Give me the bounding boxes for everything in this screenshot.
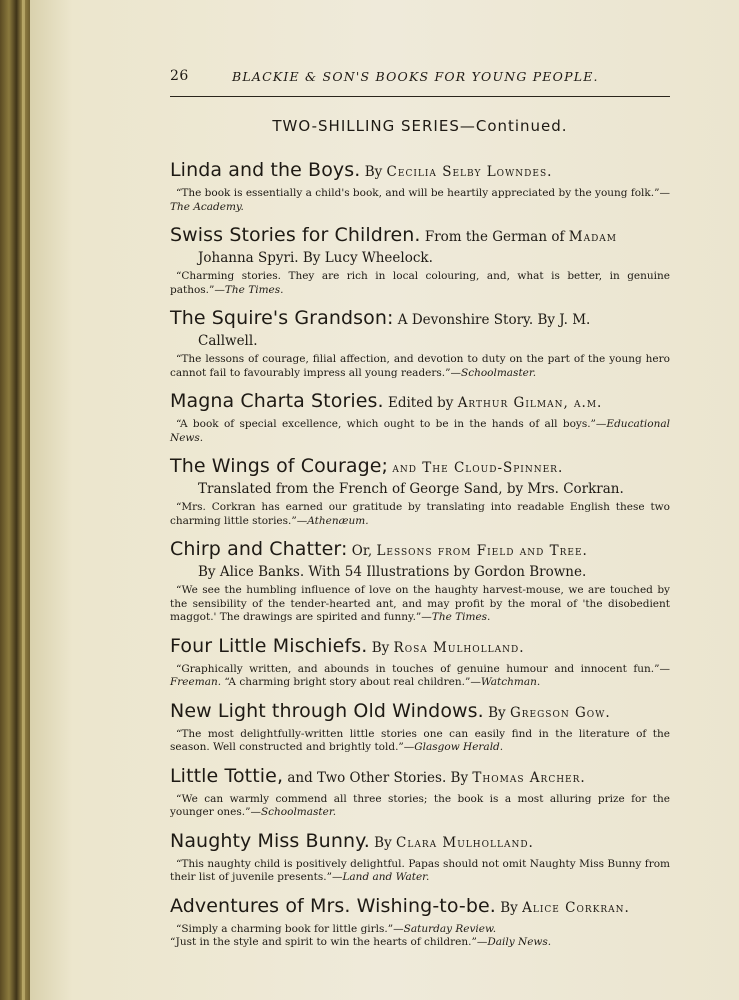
review-quote <box>170 663 670 690</box>
book-entry <box>170 306 670 380</box>
book-author: Clara Mulholland. <box>396 834 534 851</box>
book-entry <box>170 537 670 625</box>
quote-text: “The lessons of courage, filial affection, and devotion to duty on the part of the young hero cannot fail to favourably impress all young readers.”— <box>170 353 670 379</box>
entry-heading <box>170 634 670 660</box>
book-author: Alice Corkran. <box>522 899 630 916</box>
book-title: Linda and the Boys. <box>170 159 361 181</box>
series-title: TWO-SHILLING SERIES—Continued. <box>272 117 568 135</box>
byline-prefix: and Two Other Stories. By <box>283 769 473 786</box>
book-title: The Wings of Courage; <box>170 455 389 477</box>
catalogue-page <box>30 0 739 1000</box>
byline-prefix: By <box>495 899 523 916</box>
quote-source: Athenæum. <box>307 514 369 527</box>
entry-heading <box>170 894 670 920</box>
quote-source: The Times. <box>431 611 491 623</box>
book-entry <box>170 389 670 445</box>
quote-source: Land and Water. <box>342 871 430 883</box>
book-author: and The Cloud-Spinner. <box>392 460 564 476</box>
book-entry <box>170 894 670 950</box>
quote-text: “This naughty child is positively delightful. Papas should not omit Naughty Miss Bunny from their list of juvenile presents.”— <box>170 857 670 883</box>
book-entry <box>170 764 670 820</box>
quote-text: “We see the humbling influence of love on the haughty harvest-mouse, we are touched by the sensibility of the tender-hearted ant, and may profit by the moral of 'the disobedient maggot.' The drawings are spirited and funny.”— <box>170 584 670 623</box>
book-title: New Light through Old Windows. <box>170 699 484 722</box>
page-number: 26 <box>170 68 189 84</box>
book-entry <box>170 634 670 690</box>
entry-heading <box>170 389 670 415</box>
entry-heading <box>170 829 670 855</box>
entry-heading <box>170 764 670 790</box>
byline-prefix: By <box>369 834 397 851</box>
running-title: BLACKIE & SON'S BOOKS FOR YOUNG PEOPLE. <box>232 69 599 84</box>
book-title: Chirp and Chatter: <box>170 538 348 560</box>
quote-text: “A book of special excellence, which ought to be in the hands of all boys.”— <box>176 418 607 430</box>
review-quote <box>170 353 670 380</box>
book-author: Lessons from Field and Tree. <box>376 543 588 559</box>
book-author: Thomas Archer. <box>472 769 586 786</box>
review-quote <box>170 584 670 625</box>
book-title: The Squire's Grandson: <box>170 307 394 329</box>
header-rule <box>170 96 670 97</box>
entry-heading <box>170 306 670 332</box>
book-author: Arthur Gilman, a.m. <box>457 395 603 411</box>
quote-text: “Mrs. Corkran has earned our gratitude by translating into readable English these two charming little stories.”— <box>170 501 670 527</box>
byline-continued: By Alice Banks. With 54 Illustrations by Gordon Browne. <box>198 564 587 580</box>
quote-source: The Academy. <box>170 200 244 213</box>
quote-source: Schoolmaster. <box>461 366 537 379</box>
review-quote <box>170 728 670 755</box>
book-title: Little Tottie, <box>170 764 284 787</box>
quote-source: Schoolmaster. <box>260 806 337 818</box>
entry-heading <box>170 158 670 184</box>
byline-prefix: By <box>360 164 387 180</box>
quote-source: Saturday Review. <box>403 922 497 935</box>
byline-prefix: By <box>483 704 510 721</box>
book-title: Four Little Mischiefs. <box>170 634 368 657</box>
byline-continued: Translated from the French of George Sand, by Mrs. Corkran. <box>198 481 624 497</box>
quote-text: “Graphically written, and abounds in touches of genuine humour and innocent fun.”— <box>176 662 670 675</box>
byline-continued: Callwell. <box>198 333 258 349</box>
quote-text: “Just in the style and spirit to win the hearts of children.”— <box>170 936 488 948</box>
byline-prefix: From the German of <box>420 229 569 245</box>
quote-source: Educational News. <box>170 418 670 444</box>
review-quote <box>170 270 670 297</box>
quote-source: The Times. <box>224 283 284 296</box>
book-entry <box>170 223 670 297</box>
book-title: Adventures of Mrs. Wishing-to-be. <box>170 894 496 917</box>
review-quote <box>170 858 670 885</box>
book-title: Naughty Miss Bunny. <box>170 829 370 852</box>
review-quote <box>170 923 670 950</box>
entry-heading <box>170 454 670 480</box>
entry-heading <box>170 537 670 563</box>
byline-prefix: Or, <box>347 543 377 559</box>
byline-prefix: A Devonshire Story. By J. M. <box>393 312 591 328</box>
review-quote <box>170 187 670 214</box>
byline-prefix: Edited by <box>383 395 458 411</box>
quote-source: Freeman. <box>170 676 222 688</box>
entry-heading <box>170 699 670 725</box>
book-binding <box>0 0 30 1000</box>
quote-source: Glasgow Herald. <box>414 741 504 753</box>
book-title: Swiss Stories for Children. <box>170 224 421 246</box>
running-header <box>170 68 670 88</box>
entry-heading <box>170 223 670 249</box>
quote-source: Daily News. <box>487 936 552 948</box>
book-author: Rosa Mulholland. <box>393 639 525 656</box>
book-author: Cecilia Selby Lowndes. <box>386 164 553 180</box>
book-entry <box>170 454 670 528</box>
review-quote <box>170 793 670 820</box>
book-entry <box>170 699 670 755</box>
review-quote <box>170 501 670 528</box>
quote-text: “Simply a charming book for little girls.”— <box>176 922 404 935</box>
byline-prefix: By <box>367 639 394 656</box>
book-list <box>170 158 670 959</box>
book-author: Madam <box>568 229 618 245</box>
quote-text: “Charming stories. They are rich in local colouring, and, what is better, in genuine pathos.”— <box>170 270 670 296</box>
quote-text: “We can warmly commend all three stories; the book is a most alluring prize for the younger ones.”— <box>170 792 670 818</box>
quote-text: “The most delightfully-written little stories one can easily find in the literature of the season. Well constructed and brightly told.”— <box>170 727 670 753</box>
quote-text: “A charming bright story about real children.”— <box>221 676 481 688</box>
quote-text: “The book is essentially a child's book, and will be heartily appreciated by the young folk.”— <box>176 187 670 199</box>
book-entry <box>170 158 670 214</box>
book-entry <box>170 829 670 885</box>
byline-continued: Johanna Spyri. By Lucy Wheelock. <box>198 250 433 266</box>
review-quote <box>170 418 670 445</box>
quote-source: Watchman. <box>480 676 541 688</box>
book-title: Magna Charta Stories. <box>170 390 384 412</box>
book-author: Gregson Gow. <box>509 704 611 721</box>
